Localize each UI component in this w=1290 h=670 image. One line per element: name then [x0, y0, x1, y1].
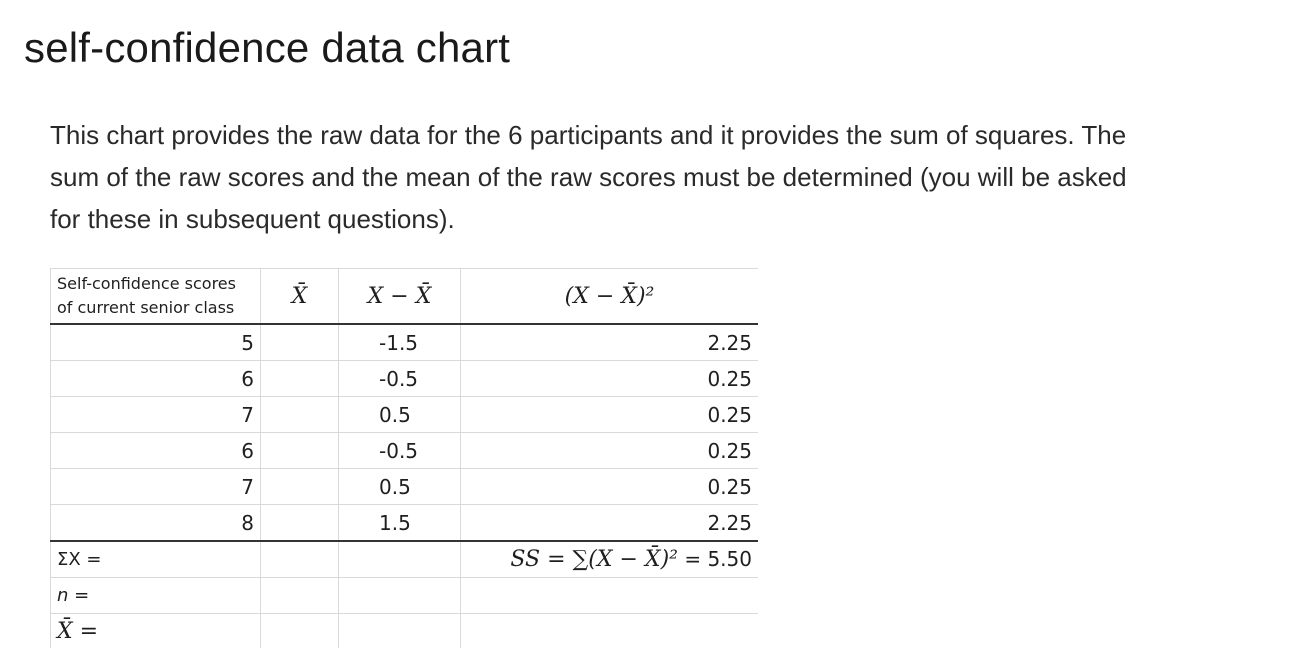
table-row — [51, 361, 759, 397]
data-table — [50, 268, 758, 648]
page-description: This chart provides the raw data for the 6 participants and it provides the sum of squares. The sum of the raw scores and the mean of the raw scores must be determined (you will be asked for these in subsequent questions). — [50, 120, 1127, 234]
score-cell: 7 — [51, 469, 261, 505]
score-cell: 6 — [51, 361, 261, 397]
sum-deviation-cell — [339, 541, 461, 578]
squared-cell: 0.25 — [461, 433, 759, 469]
deviation-cell: -1.5 — [339, 324, 461, 361]
mean-cell — [261, 505, 339, 542]
n-row — [51, 578, 759, 614]
mean-cell — [261, 361, 339, 397]
table-row — [51, 433, 759, 469]
mean-cell — [261, 397, 339, 433]
squared-cell: 2.25 — [461, 324, 759, 361]
squared-cell: 0.25 — [461, 361, 759, 397]
header-scores — [51, 269, 261, 325]
ss-value: = 5.50 — [684, 547, 752, 571]
ss-formula: SS = ∑(X − X̄)² — [510, 547, 678, 572]
squared-cell: 0.25 — [461, 397, 759, 433]
squared-cell: 0.25 — [461, 469, 759, 505]
header-scores-line2: of current senior class — [57, 298, 235, 317]
n-cell-3 — [339, 578, 461, 614]
n-label: n = — [51, 578, 261, 614]
mean-label: X̄ = — [51, 614, 261, 649]
mean-cell — [261, 433, 339, 469]
deviation-cell: 0.5 — [339, 469, 461, 505]
deviation-cell: -0.5 — [339, 433, 461, 469]
table-row — [51, 469, 759, 505]
mean-row — [51, 614, 759, 649]
mean-cell — [261, 324, 339, 361]
table-row — [51, 505, 759, 542]
deviation-cell: 0.5 — [339, 397, 461, 433]
deviation-cell: 1.5 — [339, 505, 461, 542]
page-title: self-confidence data chart — [24, 24, 511, 71]
score-cell: 7 — [51, 397, 261, 433]
deviation-cell: -0.5 — [339, 361, 461, 397]
score-cell: 6 — [51, 433, 261, 469]
header-deviation: X − X̄ — [339, 269, 461, 325]
score-cell: 5 — [51, 324, 261, 361]
mean-cell — [261, 469, 339, 505]
mean-row-cell-4 — [461, 614, 759, 649]
sum-mean-cell — [261, 541, 339, 578]
mean-row-cell-2 — [261, 614, 339, 649]
score-cell: 8 — [51, 505, 261, 542]
header-scores-line1: Self-confidence scores — [57, 274, 236, 293]
squared-cell: 2.25 — [461, 505, 759, 542]
data-table-container — [50, 268, 758, 648]
table-row — [51, 324, 759, 361]
sum-row — [51, 541, 759, 578]
n-cell-4 — [461, 578, 759, 614]
header-squared-deviation: (X − X̄)² — [461, 269, 759, 325]
n-cell-2 — [261, 578, 339, 614]
header-mean: X̄ — [261, 269, 339, 325]
sum-label: ΣX = — [51, 541, 261, 578]
table-row — [51, 397, 759, 433]
ss-cell — [461, 541, 759, 578]
table-header-row — [51, 269, 759, 325]
mean-row-cell-3 — [339, 614, 461, 649]
